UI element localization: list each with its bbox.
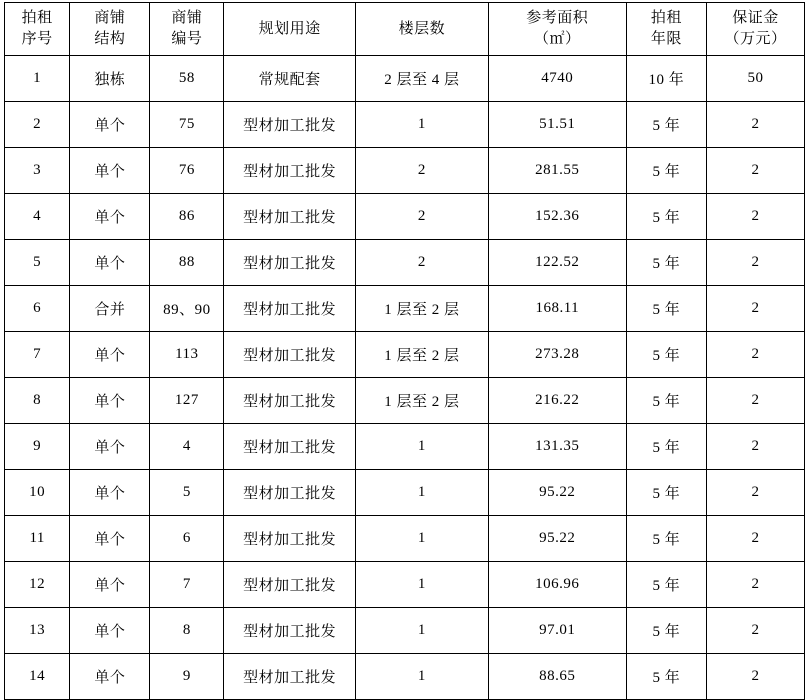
table-row xyxy=(5,148,805,194)
cell-area: 122.52 xyxy=(488,240,626,286)
column-header-structure-line2: 结构 xyxy=(94,31,126,47)
cell-deposit: 2 xyxy=(706,148,804,194)
cell-structure: 单个 xyxy=(70,562,150,608)
cell-term: 5 年 xyxy=(626,194,706,240)
cell-floors: 1 xyxy=(355,470,488,516)
table-row xyxy=(5,240,805,286)
table-row xyxy=(5,608,805,654)
cell-term: 5 年 xyxy=(626,148,706,194)
cell-term: 5 年 xyxy=(626,378,706,424)
cell-deposit: 2 xyxy=(706,240,804,286)
cell-sequence: 1 xyxy=(5,56,70,102)
cell-shop-code: 89、90 xyxy=(150,286,224,332)
cell-floors: 1 xyxy=(355,424,488,470)
cell-term: 5 年 xyxy=(626,240,706,286)
cell-floors: 1 xyxy=(355,102,488,148)
cell-term: 5 年 xyxy=(626,654,706,700)
cell-sequence: 12 xyxy=(5,562,70,608)
cell-floors: 2 xyxy=(355,240,488,286)
cell-sequence: 11 xyxy=(5,516,70,562)
cell-floors: 1 xyxy=(355,654,488,700)
cell-shop-code: 8 xyxy=(150,608,224,654)
cell-sequence: 13 xyxy=(5,608,70,654)
column-header-term-line1: 拍租 xyxy=(650,10,682,26)
cell-area: 88.65 xyxy=(488,654,626,700)
cell-floors: 1 xyxy=(355,608,488,654)
table-row xyxy=(5,286,805,332)
cell-planned-use: 型材加工批发 xyxy=(224,286,356,332)
cell-structure: 单个 xyxy=(70,608,150,654)
column-header-sequence-line2: 序号 xyxy=(21,31,53,47)
cell-structure: 单个 xyxy=(70,148,150,194)
cell-planned-use: 常规配套 xyxy=(224,56,356,102)
cell-area: 97.01 xyxy=(488,608,626,654)
column-header-floors xyxy=(355,3,488,56)
cell-deposit: 2 xyxy=(706,194,804,240)
cell-area: 106.96 xyxy=(488,562,626,608)
cell-term: 5 年 xyxy=(626,608,706,654)
cell-shop-code: 127 xyxy=(150,378,224,424)
table-row xyxy=(5,56,805,102)
table-row xyxy=(5,654,805,700)
table-header-row xyxy=(5,3,805,56)
cell-sequence: 9 xyxy=(5,424,70,470)
table-row xyxy=(5,424,805,470)
cell-deposit: 2 xyxy=(706,332,804,378)
column-header-sequence xyxy=(5,3,70,56)
cell-planned-use: 型材加工批发 xyxy=(224,102,356,148)
cell-deposit: 2 xyxy=(706,378,804,424)
cell-sequence: 2 xyxy=(5,102,70,148)
cell-sequence: 7 xyxy=(5,332,70,378)
column-header-sequence-line1: 拍租 xyxy=(21,10,53,26)
cell-shop-code: 4 xyxy=(150,424,224,470)
cell-term: 5 年 xyxy=(626,470,706,516)
cell-floors: 2 xyxy=(355,194,488,240)
table-row xyxy=(5,562,805,608)
cell-structure: 合并 xyxy=(70,286,150,332)
column-header-structure xyxy=(70,3,150,56)
cell-structure: 单个 xyxy=(70,332,150,378)
cell-area: 216.22 xyxy=(488,378,626,424)
cell-structure: 单个 xyxy=(70,102,150,148)
table-row xyxy=(5,378,805,424)
cell-planned-use: 型材加工批发 xyxy=(224,148,356,194)
cell-deposit: 2 xyxy=(706,286,804,332)
table-row xyxy=(5,470,805,516)
cell-sequence: 3 xyxy=(5,148,70,194)
cell-floors: 2 层至 4 层 xyxy=(355,56,488,102)
document-page xyxy=(0,2,809,686)
column-header-deposit-line2: （万元） xyxy=(724,31,787,47)
column-header-shop-code-line2: 编号 xyxy=(171,31,203,47)
cell-sequence: 6 xyxy=(5,286,70,332)
column-header-planned-use-line1: 规划用途 xyxy=(258,20,321,37)
cell-term: 10 年 xyxy=(626,56,706,102)
table-row xyxy=(5,516,805,562)
column-header-deposit xyxy=(706,3,804,56)
cell-structure: 单个 xyxy=(70,378,150,424)
cell-area: 4740 xyxy=(488,56,626,102)
cell-area: 273.28 xyxy=(488,332,626,378)
column-header-structure-line1: 商铺 xyxy=(94,10,126,26)
cell-sequence: 14 xyxy=(5,654,70,700)
cell-sequence: 5 xyxy=(5,240,70,286)
table-body xyxy=(5,56,805,700)
cell-deposit: 2 xyxy=(706,470,804,516)
cell-area: 95.22 xyxy=(488,516,626,562)
cell-planned-use: 型材加工批发 xyxy=(224,424,356,470)
cell-deposit: 2 xyxy=(706,516,804,562)
cell-term: 5 年 xyxy=(626,286,706,332)
column-header-area-line2: （㎡） xyxy=(534,31,581,47)
column-header-planned-use xyxy=(224,3,356,56)
cell-floors: 1 层至 2 层 xyxy=(355,286,488,332)
table-row xyxy=(5,332,805,378)
column-header-area-line1: 参考面积 xyxy=(526,10,589,26)
cell-shop-code: 9 xyxy=(150,654,224,700)
cell-area: 168.11 xyxy=(488,286,626,332)
cell-area: 131.35 xyxy=(488,424,626,470)
cell-deposit: 2 xyxy=(706,424,804,470)
cell-area: 95.22 xyxy=(488,470,626,516)
cell-term: 5 年 xyxy=(626,102,706,148)
table-row xyxy=(5,102,805,148)
cell-deposit: 2 xyxy=(706,608,804,654)
cell-structure: 单个 xyxy=(70,516,150,562)
cell-planned-use: 型材加工批发 xyxy=(224,194,356,240)
column-header-floors-line1: 楼层数 xyxy=(398,20,446,37)
column-header-term-line2: 年限 xyxy=(650,31,682,47)
cell-planned-use: 型材加工批发 xyxy=(224,654,356,700)
cell-planned-use: 型材加工批发 xyxy=(224,240,356,286)
cell-structure: 单个 xyxy=(70,194,150,240)
cell-shop-code: 86 xyxy=(150,194,224,240)
cell-floors: 1 xyxy=(355,562,488,608)
table-row xyxy=(5,194,805,240)
table-header xyxy=(5,3,805,56)
cell-sequence: 10 xyxy=(5,470,70,516)
cell-floors: 1 层至 2 层 xyxy=(355,332,488,378)
cell-structure: 单个 xyxy=(70,470,150,516)
cell-shop-code: 88 xyxy=(150,240,224,286)
cell-shop-code: 7 xyxy=(150,562,224,608)
cell-shop-code: 113 xyxy=(150,332,224,378)
cell-term: 5 年 xyxy=(626,562,706,608)
cell-planned-use: 型材加工批发 xyxy=(224,562,356,608)
cell-structure: 独栋 xyxy=(70,56,150,102)
column-header-area xyxy=(488,3,626,56)
cell-deposit: 2 xyxy=(706,102,804,148)
cell-planned-use: 型材加工批发 xyxy=(224,332,356,378)
column-header-term xyxy=(626,3,706,56)
cell-sequence: 8 xyxy=(5,378,70,424)
cell-structure: 单个 xyxy=(70,424,150,470)
cell-sequence: 4 xyxy=(5,194,70,240)
cell-planned-use: 型材加工批发 xyxy=(224,378,356,424)
cell-deposit: 2 xyxy=(706,654,804,700)
cell-term: 5 年 xyxy=(626,516,706,562)
cell-shop-code: 75 xyxy=(150,102,224,148)
cell-planned-use: 型材加工批发 xyxy=(224,608,356,654)
cell-area: 152.36 xyxy=(488,194,626,240)
cell-floors: 2 xyxy=(355,148,488,194)
cell-structure: 单个 xyxy=(70,240,150,286)
column-header-shop-code xyxy=(150,3,224,56)
cell-planned-use: 型材加工批发 xyxy=(224,470,356,516)
shop-lease-table xyxy=(4,2,805,700)
cell-planned-use: 型材加工批发 xyxy=(224,516,356,562)
cell-area: 281.55 xyxy=(488,148,626,194)
cell-floors: 1 xyxy=(355,516,488,562)
cell-term: 5 年 xyxy=(626,332,706,378)
cell-term: 5 年 xyxy=(626,424,706,470)
cell-deposit: 50 xyxy=(706,56,804,102)
column-header-deposit-line1: 保证金 xyxy=(732,10,779,26)
cell-deposit: 2 xyxy=(706,562,804,608)
cell-shop-code: 6 xyxy=(150,516,224,562)
cell-shop-code: 76 xyxy=(150,148,224,194)
cell-area: 51.51 xyxy=(488,102,626,148)
cell-shop-code: 5 xyxy=(150,470,224,516)
cell-floors: 1 层至 2 层 xyxy=(355,378,488,424)
column-header-shop-code-line1: 商铺 xyxy=(171,10,203,26)
cell-shop-code: 58 xyxy=(150,56,224,102)
cell-structure: 单个 xyxy=(70,654,150,700)
